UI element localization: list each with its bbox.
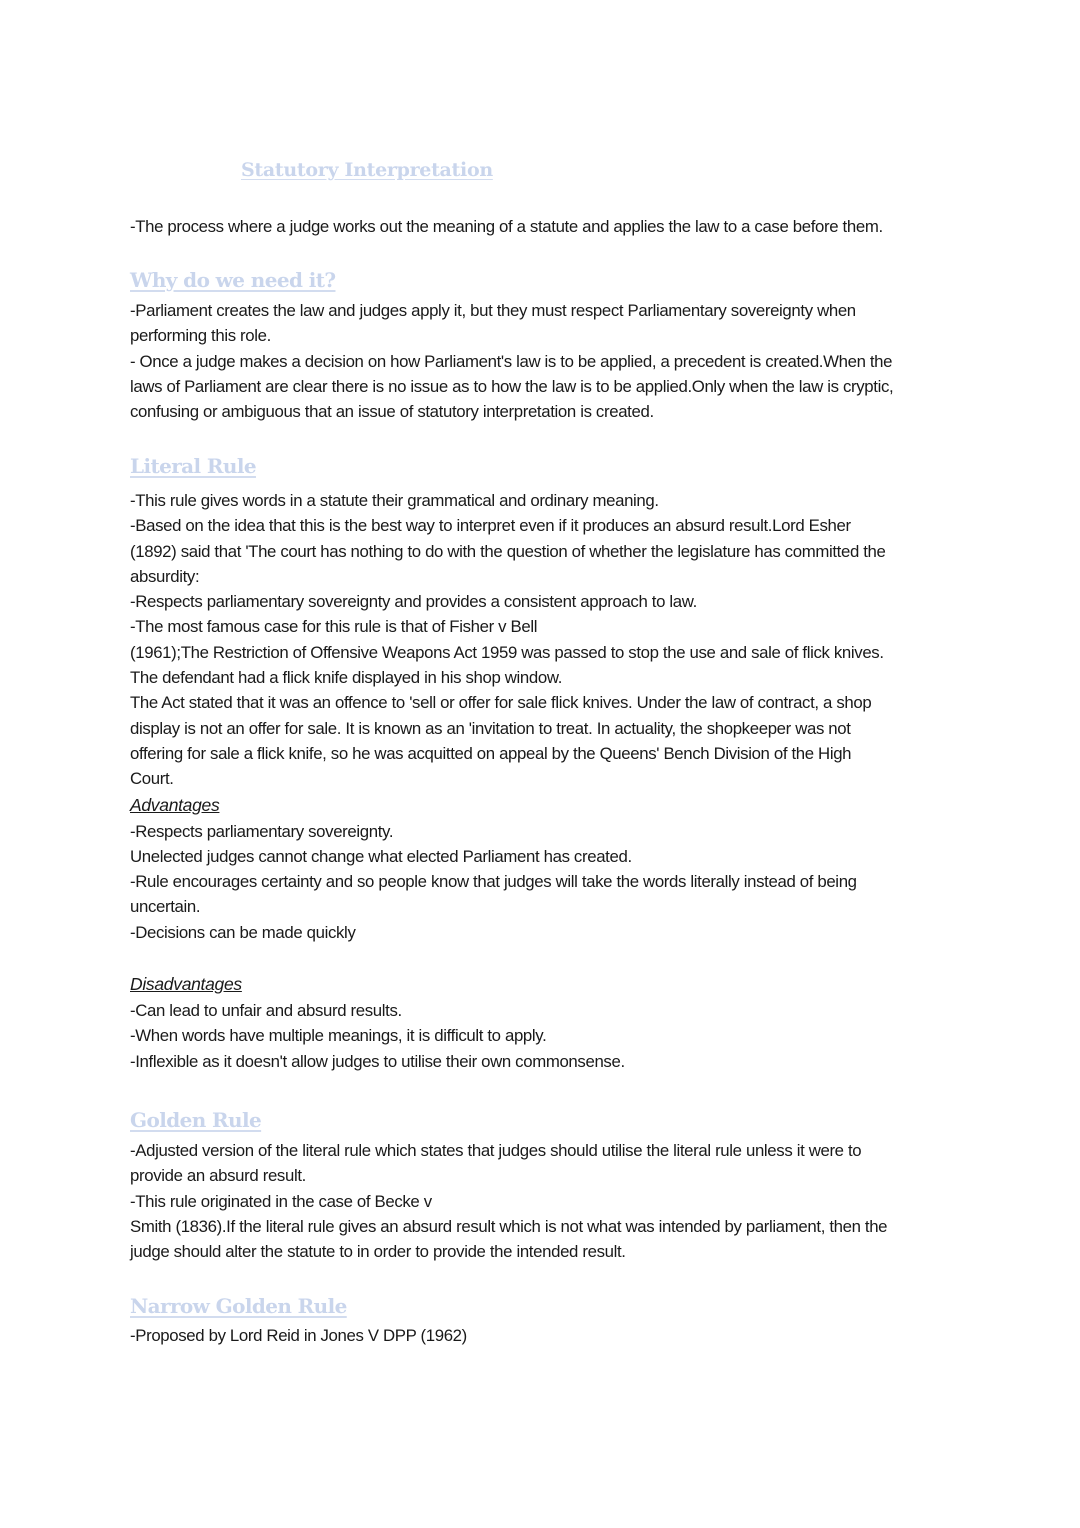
text-line: laws of Parliament are clear there is no issue as to how the law is to be applied.Only when the law is cryptic, xyxy=(130,376,894,396)
text-line: provide an absurd result. xyxy=(130,1166,306,1186)
text-line: (1892) said that 'The court has nothing to do with the question of whether the legislature has committed the xyxy=(130,541,886,561)
disadvantages-subheading: Disadvantages xyxy=(130,974,242,995)
advantage-item: Unelected judges cannot change what elected Parliament has created. xyxy=(130,846,632,866)
text-line: The defendant had a flick knife displayed in his shop window. xyxy=(130,668,563,688)
advantage-item: uncertain. xyxy=(130,897,201,917)
text-line: - Once a judge makes a decision on how Parliament's law is to be applied, a precedent is created.When the xyxy=(130,351,893,371)
intro-line: -The process where a judge works out the meaning of a statute and applies the law to a case before them. xyxy=(130,217,883,236)
disadvantage-item: -Can lead to unfair and absurd results. xyxy=(130,1001,402,1021)
section-body-narrow-golden-rule xyxy=(130,1323,960,1348)
advantage-item: -Rule encourages certainty and so people know that judges will take the words literally instead of being xyxy=(130,872,857,892)
text-line: -Based on the idea that this is the best way to interpret even if it produces an absurd result.Lord Esher xyxy=(130,516,851,536)
section-body-why xyxy=(130,298,960,424)
text-line: display is not an offer for sale. It is known as an 'invitation to treat. In actuality, the shopkeeper was not xyxy=(130,718,851,738)
section-heading-golden-rule: Golden Rule xyxy=(130,1108,262,1132)
text-line: -Proposed by Lord Reid in Jones V DPP (1962) xyxy=(130,1326,467,1345)
text-line: -The most famous case for this rule is that of Fisher v Bell xyxy=(130,617,538,637)
intro-paragraph xyxy=(130,214,960,239)
text-line: absurdity: xyxy=(130,566,200,586)
text-line: -Adjusted version of the literal rule which states that judges should utilise the literal rule unless it were to xyxy=(130,1141,862,1160)
section-body-literal-rule xyxy=(130,488,960,1074)
disadvantage-item: -Inflexible as it doesn't allow judges to utilise their own commonsense. xyxy=(130,1051,625,1071)
section-body-golden-rule xyxy=(130,1138,960,1264)
text-line: -Parliament creates the law and judges apply it, but they must respect Parliamentary sovereignty when xyxy=(130,301,856,320)
text-line: judge should alter the statute to in order to provide the intended result. xyxy=(130,1242,626,1262)
text-line: The Act stated that it was an offence to 'sell or offer for sale flick knives. Under the law of contract, a shop xyxy=(130,693,872,713)
section-heading-why: Why do we need it? xyxy=(130,268,336,292)
advantages-subheading: Advantages xyxy=(130,794,220,815)
text-line: Court. xyxy=(130,769,174,789)
text-line: performing this role. xyxy=(130,326,271,346)
advantage-item: -Decisions can be made quickly xyxy=(130,922,356,942)
text-line: offering for sale a flick knife, so he was acquitted on appeal by the Queens' Bench Division of the High xyxy=(130,743,852,763)
text-line: -Respects parliamentary sovereignty and provides a consistent approach to law. xyxy=(130,592,697,612)
spacer xyxy=(130,945,960,971)
section-heading-literal-rule: Literal Rule xyxy=(130,454,256,478)
text-line: -This rule gives words in a statute their grammatical and ordinary meaning. xyxy=(130,491,659,510)
text-line: -This rule originated in the case of Becke v xyxy=(130,1191,432,1211)
section-heading-narrow-golden-rule: Narrow Golden Rule xyxy=(130,1294,347,1318)
disadvantage-item: -When words have multiple meanings, it is difficult to apply. xyxy=(130,1026,547,1046)
text-line: Smith (1836).If the literal rule gives an absurd result which is not what was intended by parliament, then the xyxy=(130,1216,888,1236)
page-title: Statutory Interpretation xyxy=(241,159,493,181)
advantage-item: -Respects parliamentary sovereignty. xyxy=(130,821,394,841)
text-line: (1961);The Restriction of Offensive Weapons Act 1959 was passed to stop the use and sale of flick knives. xyxy=(130,642,884,662)
text-line: confusing or ambiguous that an issue of statutory interpretation is created. xyxy=(130,402,654,422)
